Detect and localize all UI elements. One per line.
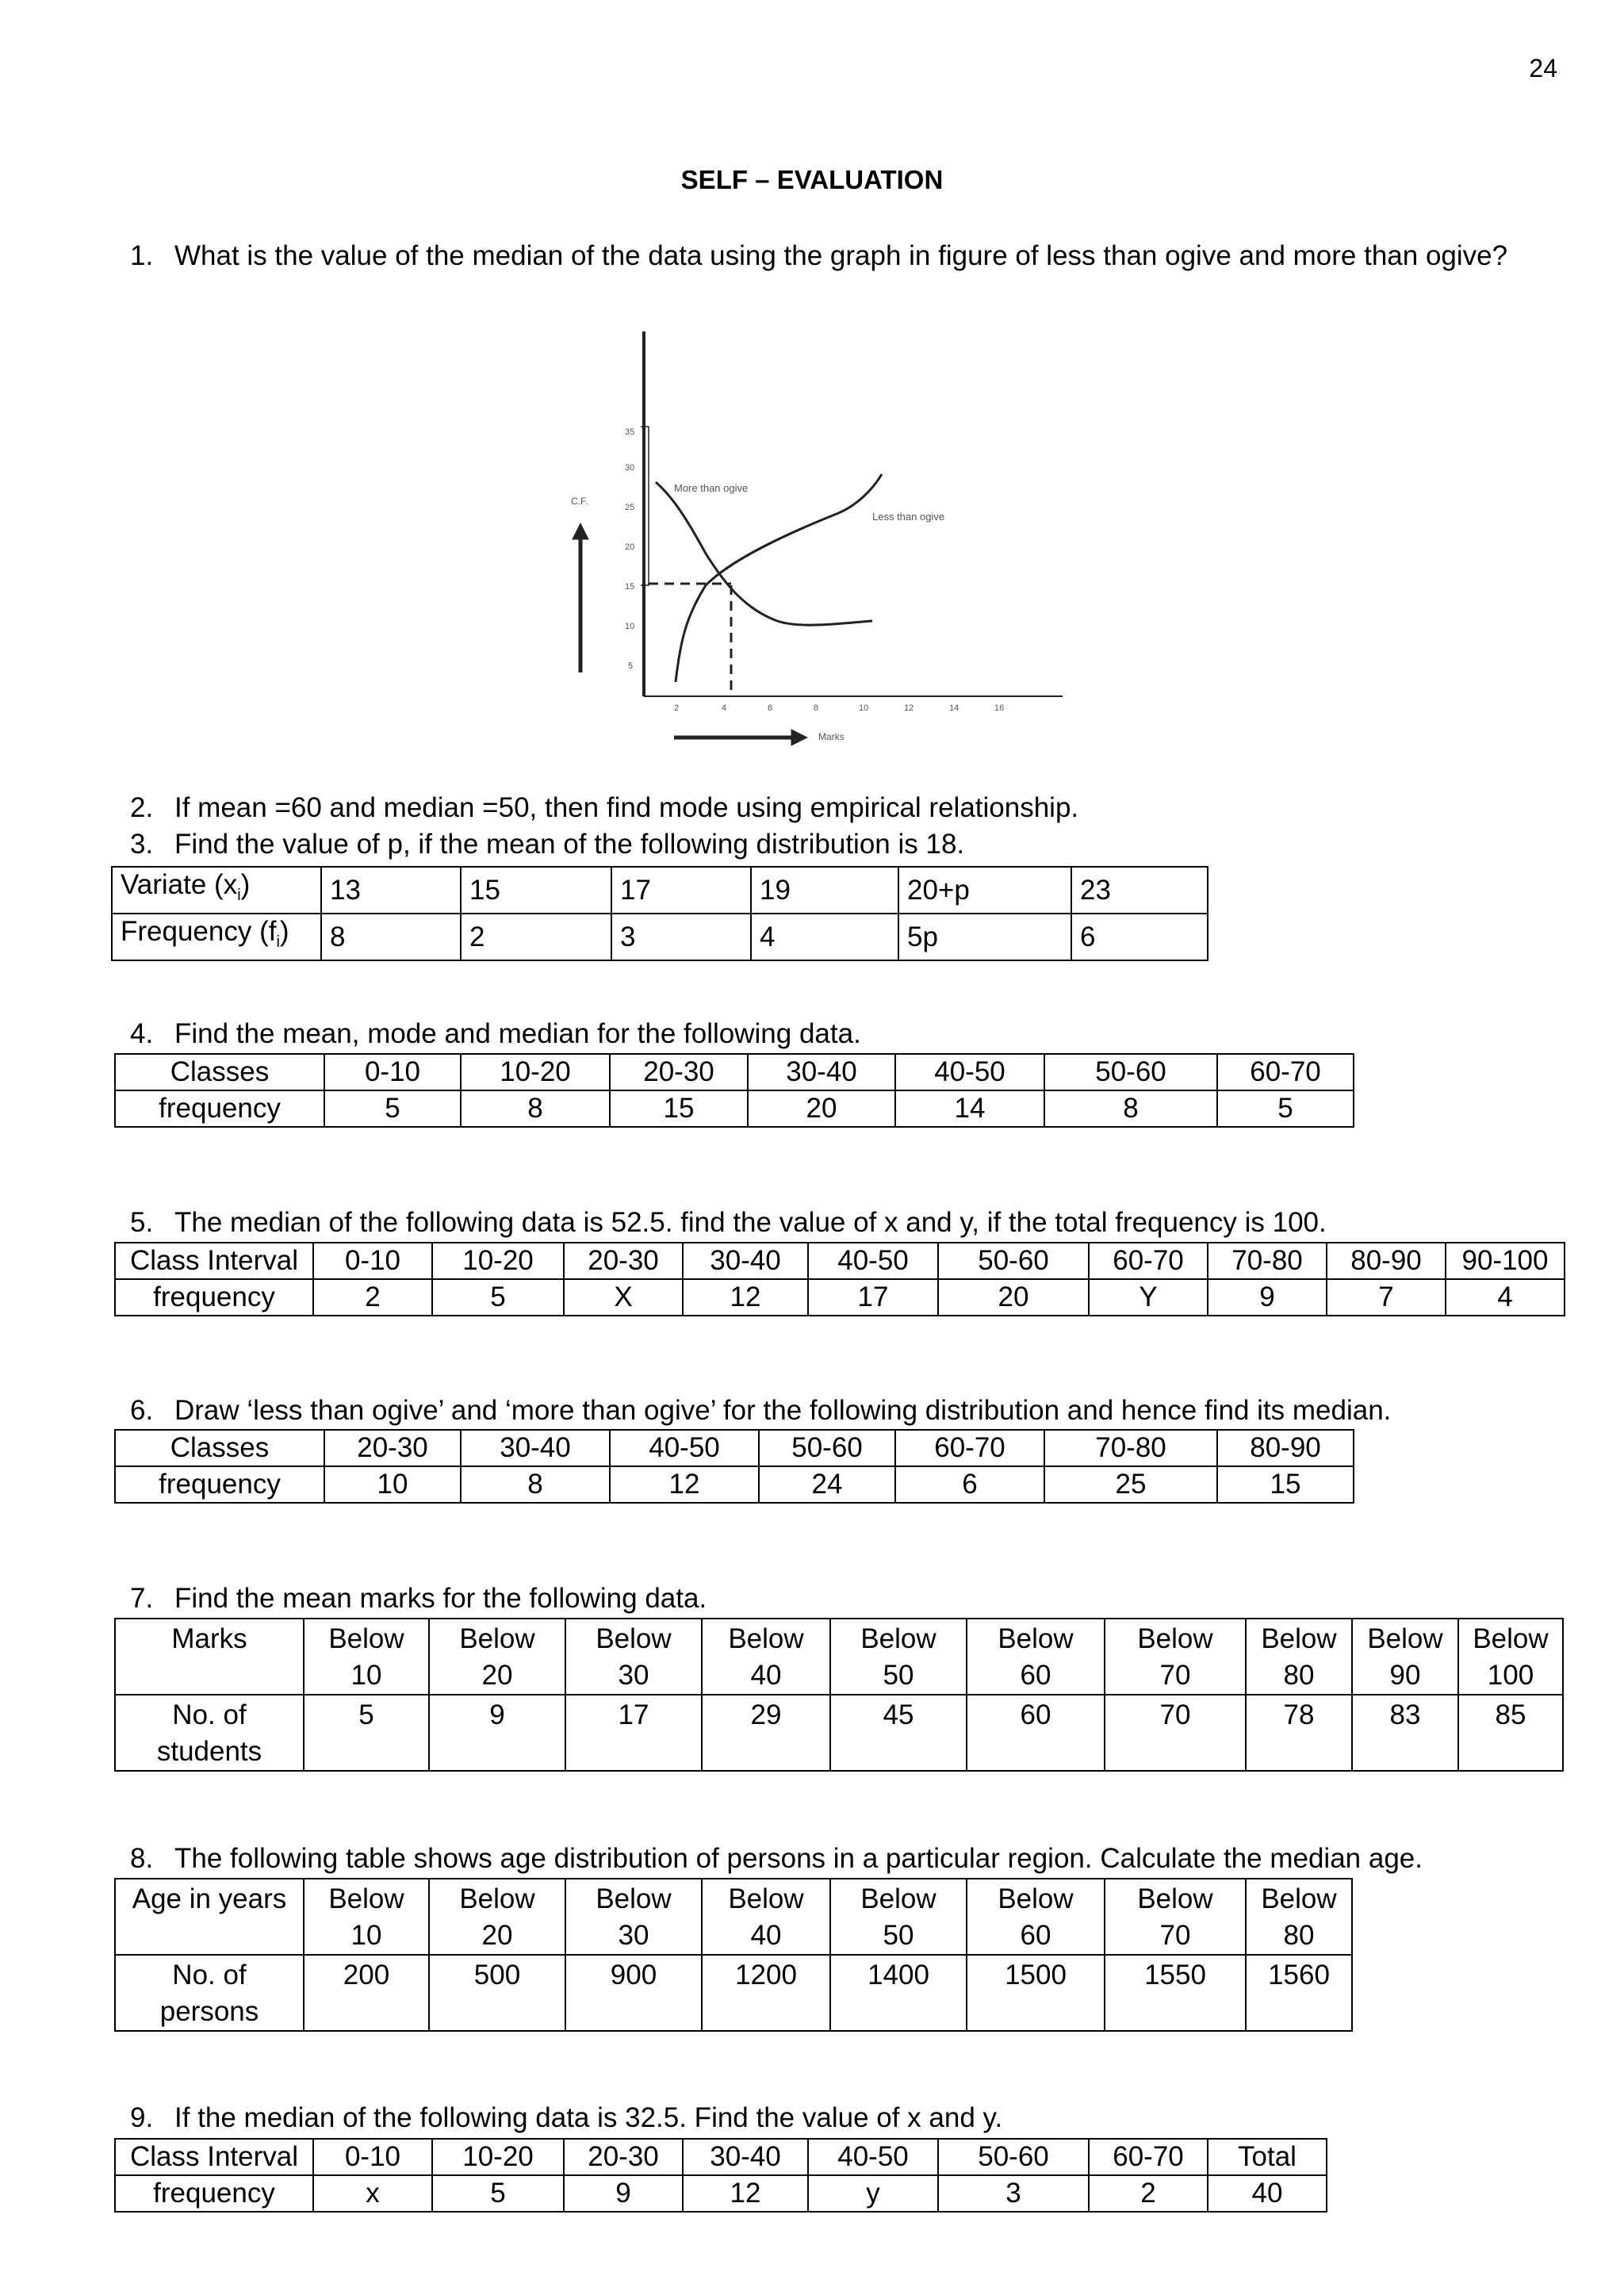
x-tick: 10 bbox=[859, 703, 869, 713]
y-tick: 5 bbox=[628, 661, 634, 671]
table-cell: Below 20 bbox=[429, 1879, 565, 1955]
ogive-graph bbox=[555, 324, 1078, 752]
x-tick: 16 bbox=[994, 703, 1005, 713]
table-cell: Below 70 bbox=[1105, 1619, 1246, 1695]
table-cell: 80-90 bbox=[1327, 1243, 1446, 1279]
table-row bbox=[115, 1054, 1354, 1090]
q6-table bbox=[114, 1429, 1354, 1504]
table-cell: 30-40 bbox=[683, 2139, 808, 2175]
table-cell: 60-70 bbox=[1089, 2139, 1208, 2175]
question-3 bbox=[130, 827, 964, 862]
table-cell: 10 bbox=[324, 1466, 461, 1503]
table-cell: 25 bbox=[1044, 1466, 1217, 1503]
row-label: frequency bbox=[115, 2175, 313, 2212]
x-tick: 6 bbox=[768, 703, 773, 713]
table-cell: 83 bbox=[1352, 1695, 1458, 1771]
table-cell: X bbox=[564, 1279, 683, 1316]
row-label: No. of students bbox=[115, 1695, 304, 1771]
arrow-up-icon bbox=[573, 523, 588, 539]
table-cell: Below 60 bbox=[967, 1879, 1105, 1955]
table-cell: Below 30 bbox=[565, 1879, 702, 1955]
table-cell: 8 bbox=[461, 1466, 610, 1503]
table-cell: 60-70 bbox=[895, 1430, 1044, 1466]
table-cell: 6 bbox=[895, 1466, 1044, 1503]
table-row bbox=[115, 2175, 1327, 2212]
table-cell: 70 bbox=[1105, 1695, 1246, 1771]
table-cell: 9 bbox=[429, 1695, 565, 1771]
table-cell: 8 bbox=[461, 1090, 610, 1127]
x-axis-label: Marks bbox=[818, 731, 845, 742]
table-cell: x bbox=[313, 2175, 432, 2212]
table-cell: 4 bbox=[751, 914, 898, 960]
question-number: 7. bbox=[130, 1583, 154, 1614]
table-cell: Below 80 bbox=[1246, 1619, 1352, 1695]
table-cell: 60-70 bbox=[1217, 1054, 1354, 1090]
table-cell: 15 bbox=[1217, 1466, 1354, 1503]
y-tick: 15 bbox=[625, 582, 635, 592]
table-cell: 4 bbox=[1446, 1279, 1565, 1316]
table-cell: 40-50 bbox=[808, 1243, 938, 1279]
y-tick: 10 bbox=[625, 622, 635, 631]
row-label: No. of persons bbox=[115, 1955, 304, 2031]
table-row bbox=[115, 1090, 1354, 1127]
table-cell: 20-30 bbox=[564, 1243, 683, 1279]
row-label: Variate $(x_i)$ bbox=[112, 867, 321, 914]
question-number: 3. bbox=[130, 829, 154, 860]
q8-table bbox=[114, 1878, 1353, 2032]
table-cell: 15 bbox=[461, 867, 611, 914]
x-tick: 14 bbox=[949, 703, 959, 713]
table-cell: Below 50 bbox=[830, 1619, 967, 1695]
x-tick: 8 bbox=[814, 703, 819, 713]
table-cell: 1500 bbox=[967, 1955, 1105, 2031]
table-cell: 40 bbox=[1208, 2175, 1327, 2212]
table-cell: 40-50 bbox=[808, 2139, 938, 2175]
table-cell: Below 30 bbox=[565, 1619, 702, 1695]
question-6 bbox=[130, 1393, 1391, 1428]
row-label: Marks bbox=[115, 1619, 304, 1695]
table-cell: Below 100 bbox=[1458, 1619, 1563, 1695]
q4-table bbox=[114, 1053, 1354, 1128]
table-cell: Below 40 bbox=[702, 1619, 830, 1695]
table-cell: 50-60 bbox=[759, 1430, 895, 1466]
table-cell: 17 bbox=[808, 1279, 938, 1316]
table-cell: 1550 bbox=[1105, 1955, 1246, 2031]
row-label: Class Interval bbox=[115, 1243, 313, 1279]
table-cell: 19 bbox=[751, 867, 898, 914]
table-row bbox=[115, 2139, 1327, 2175]
table-cell: 85 bbox=[1458, 1695, 1563, 1771]
table-cell: 5 bbox=[324, 1090, 461, 1127]
question-1 bbox=[130, 239, 1507, 274]
table-cell: 10-20 bbox=[432, 2139, 564, 2175]
table-cell: 15 bbox=[610, 1090, 748, 1127]
table-cell: Below 20 bbox=[429, 1619, 565, 1695]
question-4 bbox=[130, 1017, 861, 1052]
y-tick: 25 bbox=[625, 503, 635, 512]
less-than-ogive-label: Less than ogive bbox=[872, 511, 945, 523]
question-text: If mean =60 and median =50, then find mode using empirical relationship. bbox=[174, 792, 1079, 823]
table-row bbox=[112, 914, 1208, 960]
question-2 bbox=[130, 791, 1078, 826]
table-cell: 20+p bbox=[898, 867, 1071, 914]
question-number: 2. bbox=[130, 792, 154, 823]
table-cell: Below 10 bbox=[304, 1619, 429, 1695]
table-cell: 13 bbox=[321, 867, 461, 914]
table-cell: 40-50 bbox=[610, 1430, 759, 1466]
question-text: Find the mean marks for the following data. bbox=[174, 1583, 707, 1614]
table-cell: 29 bbox=[702, 1695, 830, 1771]
table-cell: 17 bbox=[565, 1695, 702, 1771]
table-cell: 5p bbox=[898, 914, 1071, 960]
question-number: 4. bbox=[130, 1018, 154, 1049]
table-cell: 70-80 bbox=[1044, 1430, 1217, 1466]
table-row bbox=[112, 867, 1208, 914]
table-cell: Below 90 bbox=[1352, 1619, 1458, 1695]
row-label: Age in years bbox=[115, 1879, 304, 1955]
table-cell: 12 bbox=[610, 1466, 759, 1503]
table-cell: 20 bbox=[748, 1090, 895, 1127]
table-cell: 8 bbox=[1044, 1090, 1217, 1127]
table-cell: 20-30 bbox=[564, 2139, 683, 2175]
table-cell: 12 bbox=[683, 1279, 808, 1316]
table-cell: 23 bbox=[1071, 867, 1208, 914]
table-cell: y bbox=[808, 2175, 938, 2212]
table-cell: 7 bbox=[1327, 1279, 1446, 1316]
table-cell: 24 bbox=[759, 1466, 895, 1503]
table-cell: 2 bbox=[313, 1279, 432, 1316]
row-label: frequency bbox=[115, 1090, 324, 1127]
table-row bbox=[115, 1695, 1563, 1771]
y-tick: 20 bbox=[625, 542, 635, 552]
less-than-ogive-curve bbox=[676, 474, 882, 682]
x-tick: 12 bbox=[904, 703, 914, 713]
table-cell: 5 bbox=[432, 1279, 564, 1316]
table-cell: 17 bbox=[611, 867, 751, 914]
table-cell: 3 bbox=[938, 2175, 1089, 2212]
table-cell: 5 bbox=[1217, 1090, 1354, 1127]
table-cell: 5 bbox=[432, 2175, 564, 2212]
table-cell: 20-30 bbox=[324, 1430, 461, 1466]
table-cell: 14 bbox=[895, 1090, 1044, 1127]
table-cell: 9 bbox=[564, 2175, 683, 2212]
table-cell: Below 40 bbox=[702, 1879, 830, 1955]
table-cell: 20 bbox=[938, 1279, 1089, 1316]
x-tick: 2 bbox=[674, 703, 680, 713]
y-axis-label: C.F. bbox=[571, 496, 588, 507]
table-cell: 2 bbox=[461, 914, 611, 960]
page-number: 24 bbox=[1529, 54, 1557, 82]
q3-table bbox=[111, 866, 1208, 961]
question-9 bbox=[130, 2101, 1002, 2136]
more-than-ogive-label: More than ogive bbox=[674, 482, 749, 494]
table-row bbox=[115, 1279, 1565, 1316]
table-cell: 3 bbox=[611, 914, 751, 960]
question-number: 5. bbox=[130, 1207, 154, 1238]
table-cell: 9 bbox=[1208, 1279, 1327, 1316]
table-cell: 6 bbox=[1071, 914, 1208, 960]
table-cell: 78 bbox=[1246, 1695, 1352, 1771]
table-cell: 10-20 bbox=[432, 1243, 564, 1279]
table-cell: 12 bbox=[683, 2175, 808, 2212]
question-text: If the median of the following data is 32.5. Find the value of x and y. bbox=[174, 2102, 1003, 2133]
question-7 bbox=[130, 1581, 707, 1616]
table-cell: Y bbox=[1089, 1279, 1208, 1316]
question-text: What is the value of the median of the data using the graph in figure of less than ogive and more than ogive? bbox=[174, 240, 1508, 271]
table-row bbox=[115, 1243, 1565, 1279]
table-cell: 0-10 bbox=[324, 1054, 461, 1090]
question-text: Find the value of p, if the mean of the following distribution is 18. bbox=[174, 829, 965, 860]
table-cell: 1400 bbox=[830, 1955, 967, 2031]
table-cell: 2 bbox=[1089, 2175, 1208, 2212]
table-cell: 0-10 bbox=[313, 2139, 432, 2175]
table-cell: 900 bbox=[565, 1955, 702, 2031]
table-cell: 50-60 bbox=[1044, 1054, 1217, 1090]
q9-table bbox=[114, 2138, 1327, 2213]
x-tick: 4 bbox=[722, 703, 727, 713]
table-cell: 60-70 bbox=[1089, 1243, 1208, 1279]
table-cell: 200 bbox=[304, 1955, 429, 2031]
table-cell: 30-40 bbox=[683, 1243, 808, 1279]
table-row bbox=[115, 1466, 1354, 1503]
table-row bbox=[115, 1619, 1563, 1695]
table-cell: 50-60 bbox=[938, 1243, 1089, 1279]
table-cell: 0-10 bbox=[313, 1243, 432, 1279]
question-5 bbox=[130, 1205, 1327, 1240]
table-row bbox=[115, 1955, 1352, 2031]
table-cell: Below 70 bbox=[1105, 1879, 1246, 1955]
table-cell: 8 bbox=[321, 914, 461, 960]
question-text: The median of the following data is 52.5. find the value of x and y, if the total frequency is 100. bbox=[174, 1207, 1327, 1238]
table-cell: 1200 bbox=[702, 1955, 830, 2031]
row-label: Frequency $(f_i)$ bbox=[112, 914, 321, 960]
table-cell: 45 bbox=[830, 1695, 967, 1771]
table-cell: 5 bbox=[304, 1695, 429, 1771]
table-cell: Below 60 bbox=[967, 1619, 1105, 1695]
table-cell: Below 50 bbox=[830, 1879, 967, 1955]
table-cell: 30-40 bbox=[748, 1054, 895, 1090]
row-label: Class Interval bbox=[115, 2139, 313, 2175]
y-tick: 35 bbox=[625, 427, 635, 437]
question-number: 9. bbox=[130, 2102, 154, 2133]
q7-table bbox=[114, 1618, 1564, 1772]
table-cell: 1560 bbox=[1246, 1955, 1352, 2031]
table-cell: 40-50 bbox=[895, 1054, 1044, 1090]
q5-table bbox=[114, 1242, 1565, 1316]
table-cell: 80-90 bbox=[1217, 1430, 1354, 1466]
row-label: frequency bbox=[115, 1466, 324, 1503]
row-label: frequency bbox=[115, 1279, 313, 1316]
question-8 bbox=[130, 1841, 1423, 1876]
table-cell: Total bbox=[1208, 2139, 1327, 2175]
table-cell: 90-100 bbox=[1446, 1243, 1565, 1279]
question-number: 1. bbox=[130, 240, 154, 271]
question-number: 8. bbox=[130, 1843, 154, 1874]
more-than-ogive-curve bbox=[656, 482, 872, 625]
arrow-right-icon bbox=[791, 730, 807, 745]
question-text: The following table shows age distribution of persons in a particular region. Calculate the median age. bbox=[174, 1843, 1423, 1874]
table-row bbox=[115, 1430, 1354, 1466]
table-cell: Below 10 bbox=[304, 1879, 429, 1955]
table-cell: 50-60 bbox=[938, 2139, 1089, 2175]
table-cell: 20-30 bbox=[610, 1054, 748, 1090]
page-title: SELF – EVALUATION bbox=[680, 165, 944, 194]
question-text: Find the mean, mode and median for the following data. bbox=[174, 1018, 861, 1049]
table-cell: 70-80 bbox=[1208, 1243, 1327, 1279]
question-number: 6. bbox=[130, 1395, 154, 1426]
table-cell: Below 80 bbox=[1246, 1879, 1352, 1955]
table-cell: 60 bbox=[967, 1695, 1105, 1771]
row-label: Classes bbox=[115, 1054, 324, 1090]
y-tick: 30 bbox=[625, 463, 635, 473]
table-cell: 500 bbox=[429, 1955, 565, 2031]
table-row bbox=[115, 1879, 1352, 1955]
table-cell: 10-20 bbox=[461, 1054, 610, 1090]
question-text: Draw ‘less than ogive’ and ‘more than ogive’ for the following distribution and hence find its median. bbox=[174, 1395, 1392, 1426]
row-label: Classes bbox=[115, 1430, 324, 1466]
table-cell: 30-40 bbox=[461, 1430, 610, 1466]
